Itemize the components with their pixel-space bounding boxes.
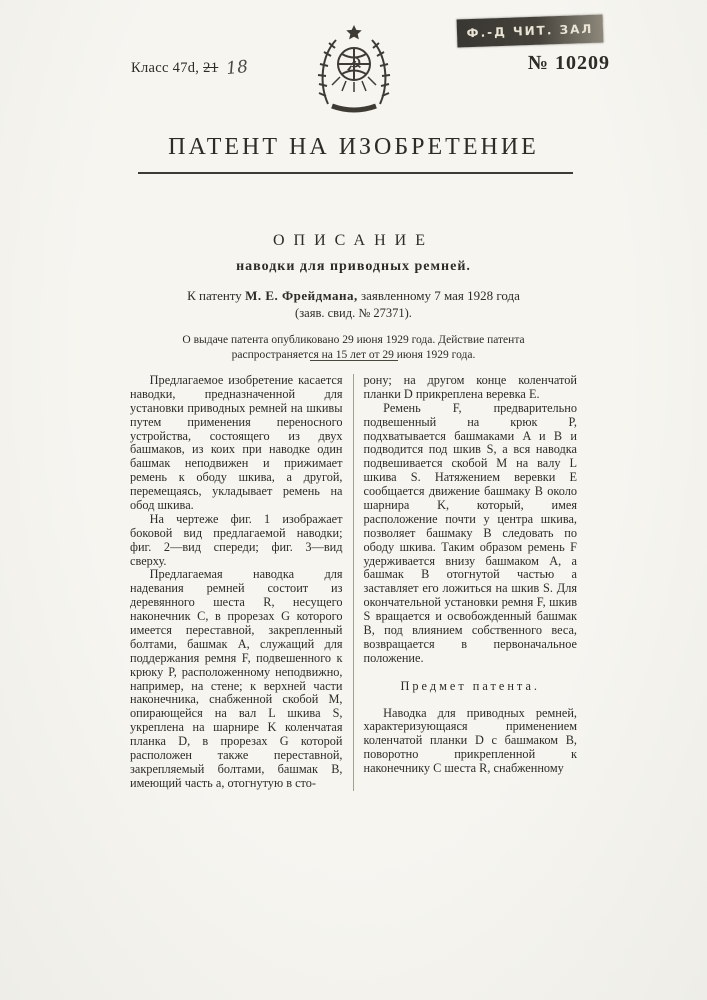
paragraph: На чертеже фиг. 1 изображает боковой вид предлагаемой наводки; фиг. 2—вид спереди; фиг. 3—вид сверху. xyxy=(130,511,343,568)
paragraph: рону; на другом конце коленчатой планки D прикреплена веревка E. xyxy=(363,373,577,401)
svg-text:☭: ☭ xyxy=(344,54,363,76)
left-column xyxy=(130,374,354,791)
paragraph: Предлагаемое изобретение касается наводки, предназначенной для установки приводных ремней на шкивы путем применения переносного устройства, состоящего из двух башмаков, из коих при наводке один башмак неподвижен и прижимает ремень к ободу шкива, а другой, перемещаясь, укладывает ремень на обод шкива. xyxy=(130,373,343,513)
applicant-rest: заявленному 7 мая 1928 года xyxy=(361,288,520,303)
applicant-name: М. Е. Фрейдмана, xyxy=(245,288,358,303)
soviet-emblem-icon xyxy=(314,24,394,123)
claims-paragraph: Наводка для приводных ремней, характеризующаяся применением коленчатой планки D с башмаком B, поворотно прикрепленной к наконечнику C шеста R, снабженному xyxy=(363,705,577,776)
description-heading: ОПИСАНИЕ xyxy=(273,232,434,249)
paragraph: Предлагаемая наводка для надевания ремней состоит из деревянного шеста R, несущего наконечник C, в прорезах G которого имеется переставной, закрепленный болтами, башмак A, служащий для поддержания ремня F, подвешенного к крюку P, расположенному неподвижно, например, на стене; к верхней части наконечника, снабженной скобой M, опирающейся на вал L шкива S, укреплена на шарнире K коленчатая планка D, в прорезах G которой расположен также переставной, закрепляемый болтами, башмак B, имеющий часть a, отогнутую в сто- xyxy=(130,567,343,790)
body-text xyxy=(130,374,577,791)
patent-class-label xyxy=(131,56,250,80)
library-stamp-text: Ф.-Д ЧИТ. ЗАЛ xyxy=(466,21,594,41)
application-note: (заяв. свид. № 27371). xyxy=(295,306,412,320)
paragraph: Ремень F, предварительно подвешенный на крюк P, подхватывается башмаками A и B и подводится под шкив S, а вся наводка подвешивается скобой M на валу L шкива S. Натяжением веревки E сообщается движение башмаку B около шарнира K, который, имея расположение почти у центра шкива, позволяет башмаку B следовать по ободу шкива. Таким образом ремень F удерживается внизу башмаком A, а башмак B отогнутой частью a заставляет его ложиться на шкив S. Для окончательной установки ремня F, шкив S вращается и освобожденный башмак B, под влиянием собственного веса, возвращается в первоначальное положение. xyxy=(363,400,577,665)
section-divider xyxy=(310,360,398,361)
title-divider xyxy=(138,172,573,174)
patent-number: № 10209 xyxy=(527,52,610,74)
description-block xyxy=(130,232,577,363)
document-title: ПАТЕНТ НА ИЗОБРЕТЕНИЕ xyxy=(168,134,539,160)
class-prefix: Класс 47d, xyxy=(131,60,200,76)
class-number-handwritten: 18 xyxy=(225,56,250,80)
description-subject: наводки для приводных ремней. xyxy=(236,259,471,274)
applicant-intro: К патенту xyxy=(187,288,242,303)
library-stamp xyxy=(457,14,604,47)
applicant-line xyxy=(130,288,577,304)
publication-note: О выдаче патента опубликовано 29 июня 1929 года. Действие патента распространяется на 15 лет от 29 июня 1929 года. xyxy=(182,334,525,361)
class-number-struck: 21 xyxy=(203,60,219,76)
claims-heading: Предмет патента. xyxy=(400,678,540,693)
right-column xyxy=(354,374,578,791)
